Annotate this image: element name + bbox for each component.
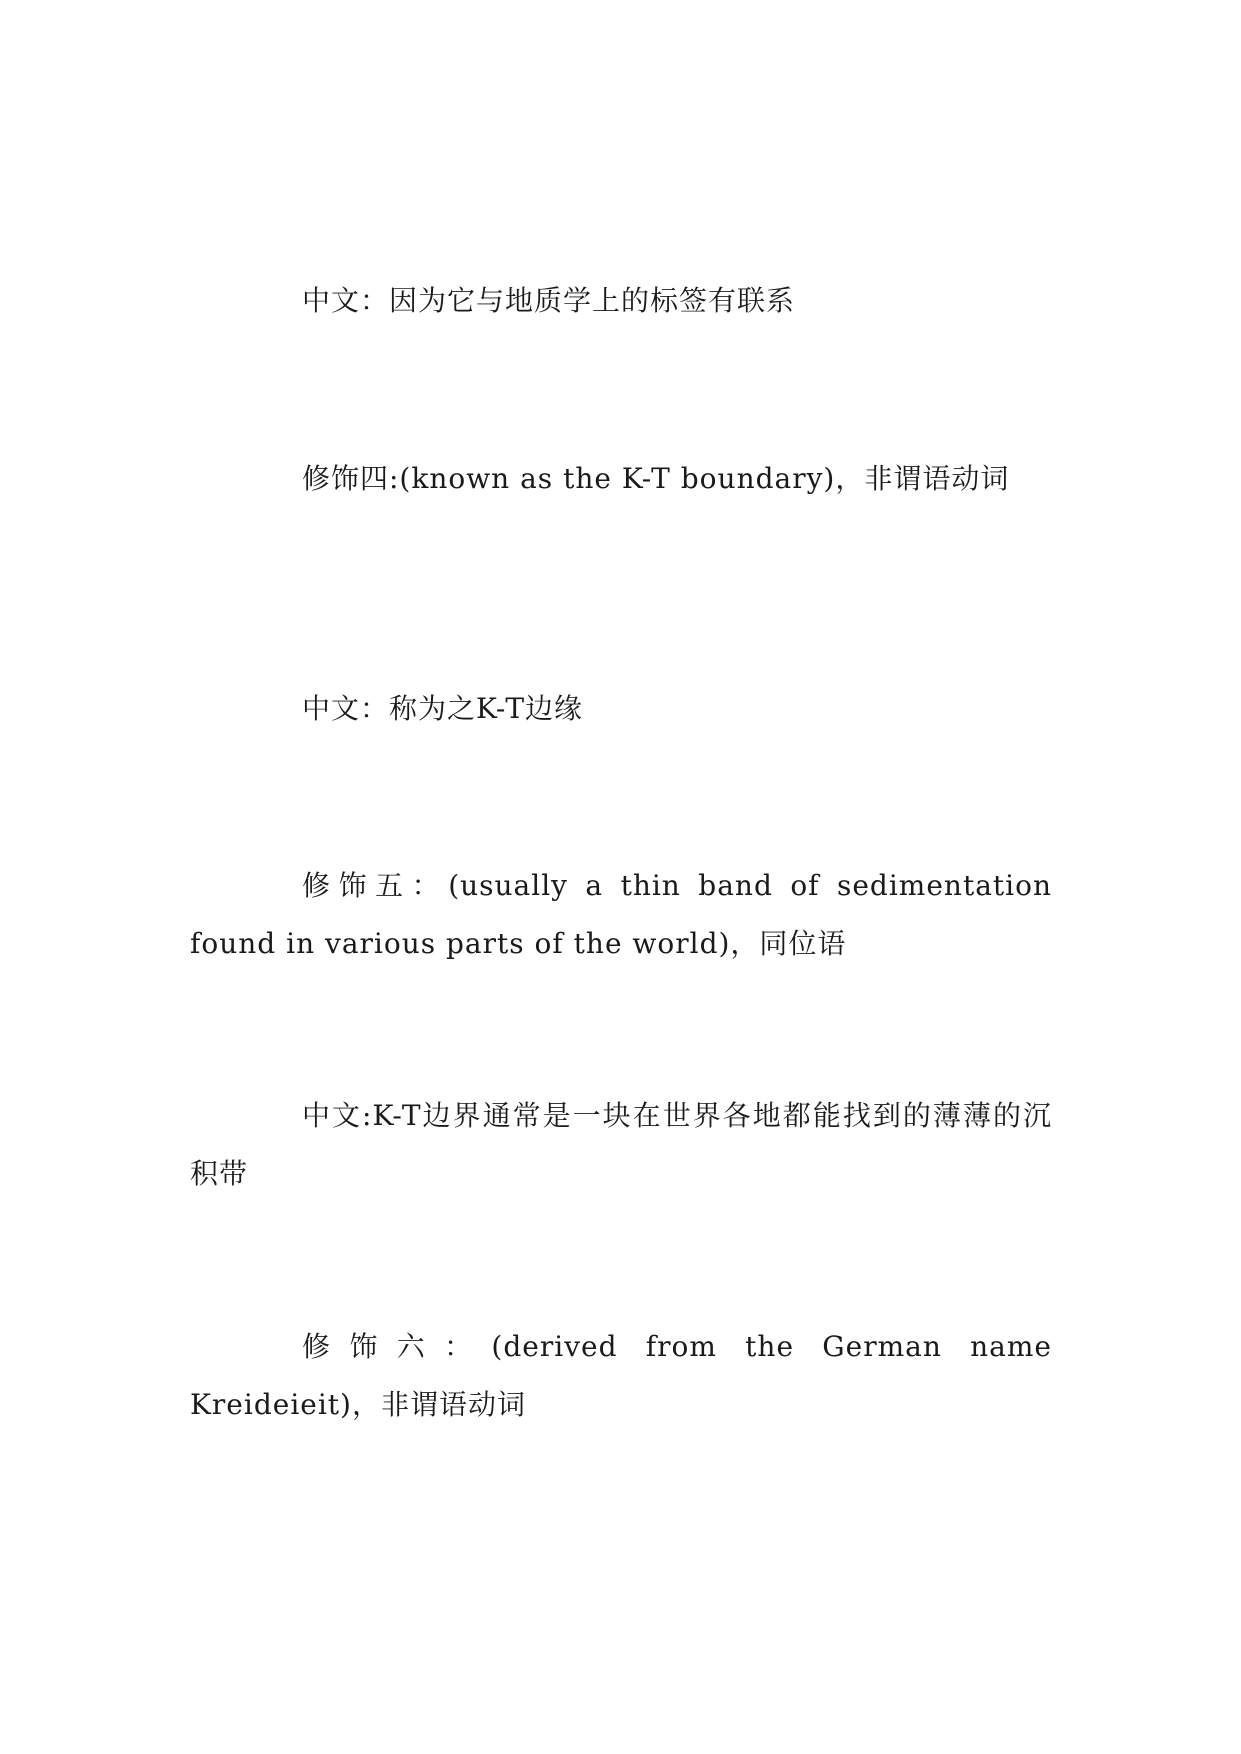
paragraph-chinese-translation-3: 中文：因为它与地质学上的标签有联系	[302, 284, 796, 317]
paragraph-chinese-translation-4: 中文：称为之K-T边缘	[302, 692, 584, 725]
paragraph-chinese-translation-5: 中文:K-T边界通常是一块在世界各地都能找到的薄薄的沉积带	[190, 1099, 1052, 1190]
paragraph-modifier-5: 修饰五：(usually a thin band of sedimentation found in various parts of the world)，同位语	[190, 869, 1052, 960]
paragraph-modifier-4: 修饰四:(known as the K-T boundary)，非谓语动词	[302, 462, 1010, 495]
paragraph-modifier-6: 修饰六：(derived from the German name Kreideieit)，非谓语动词	[190, 1330, 1052, 1421]
